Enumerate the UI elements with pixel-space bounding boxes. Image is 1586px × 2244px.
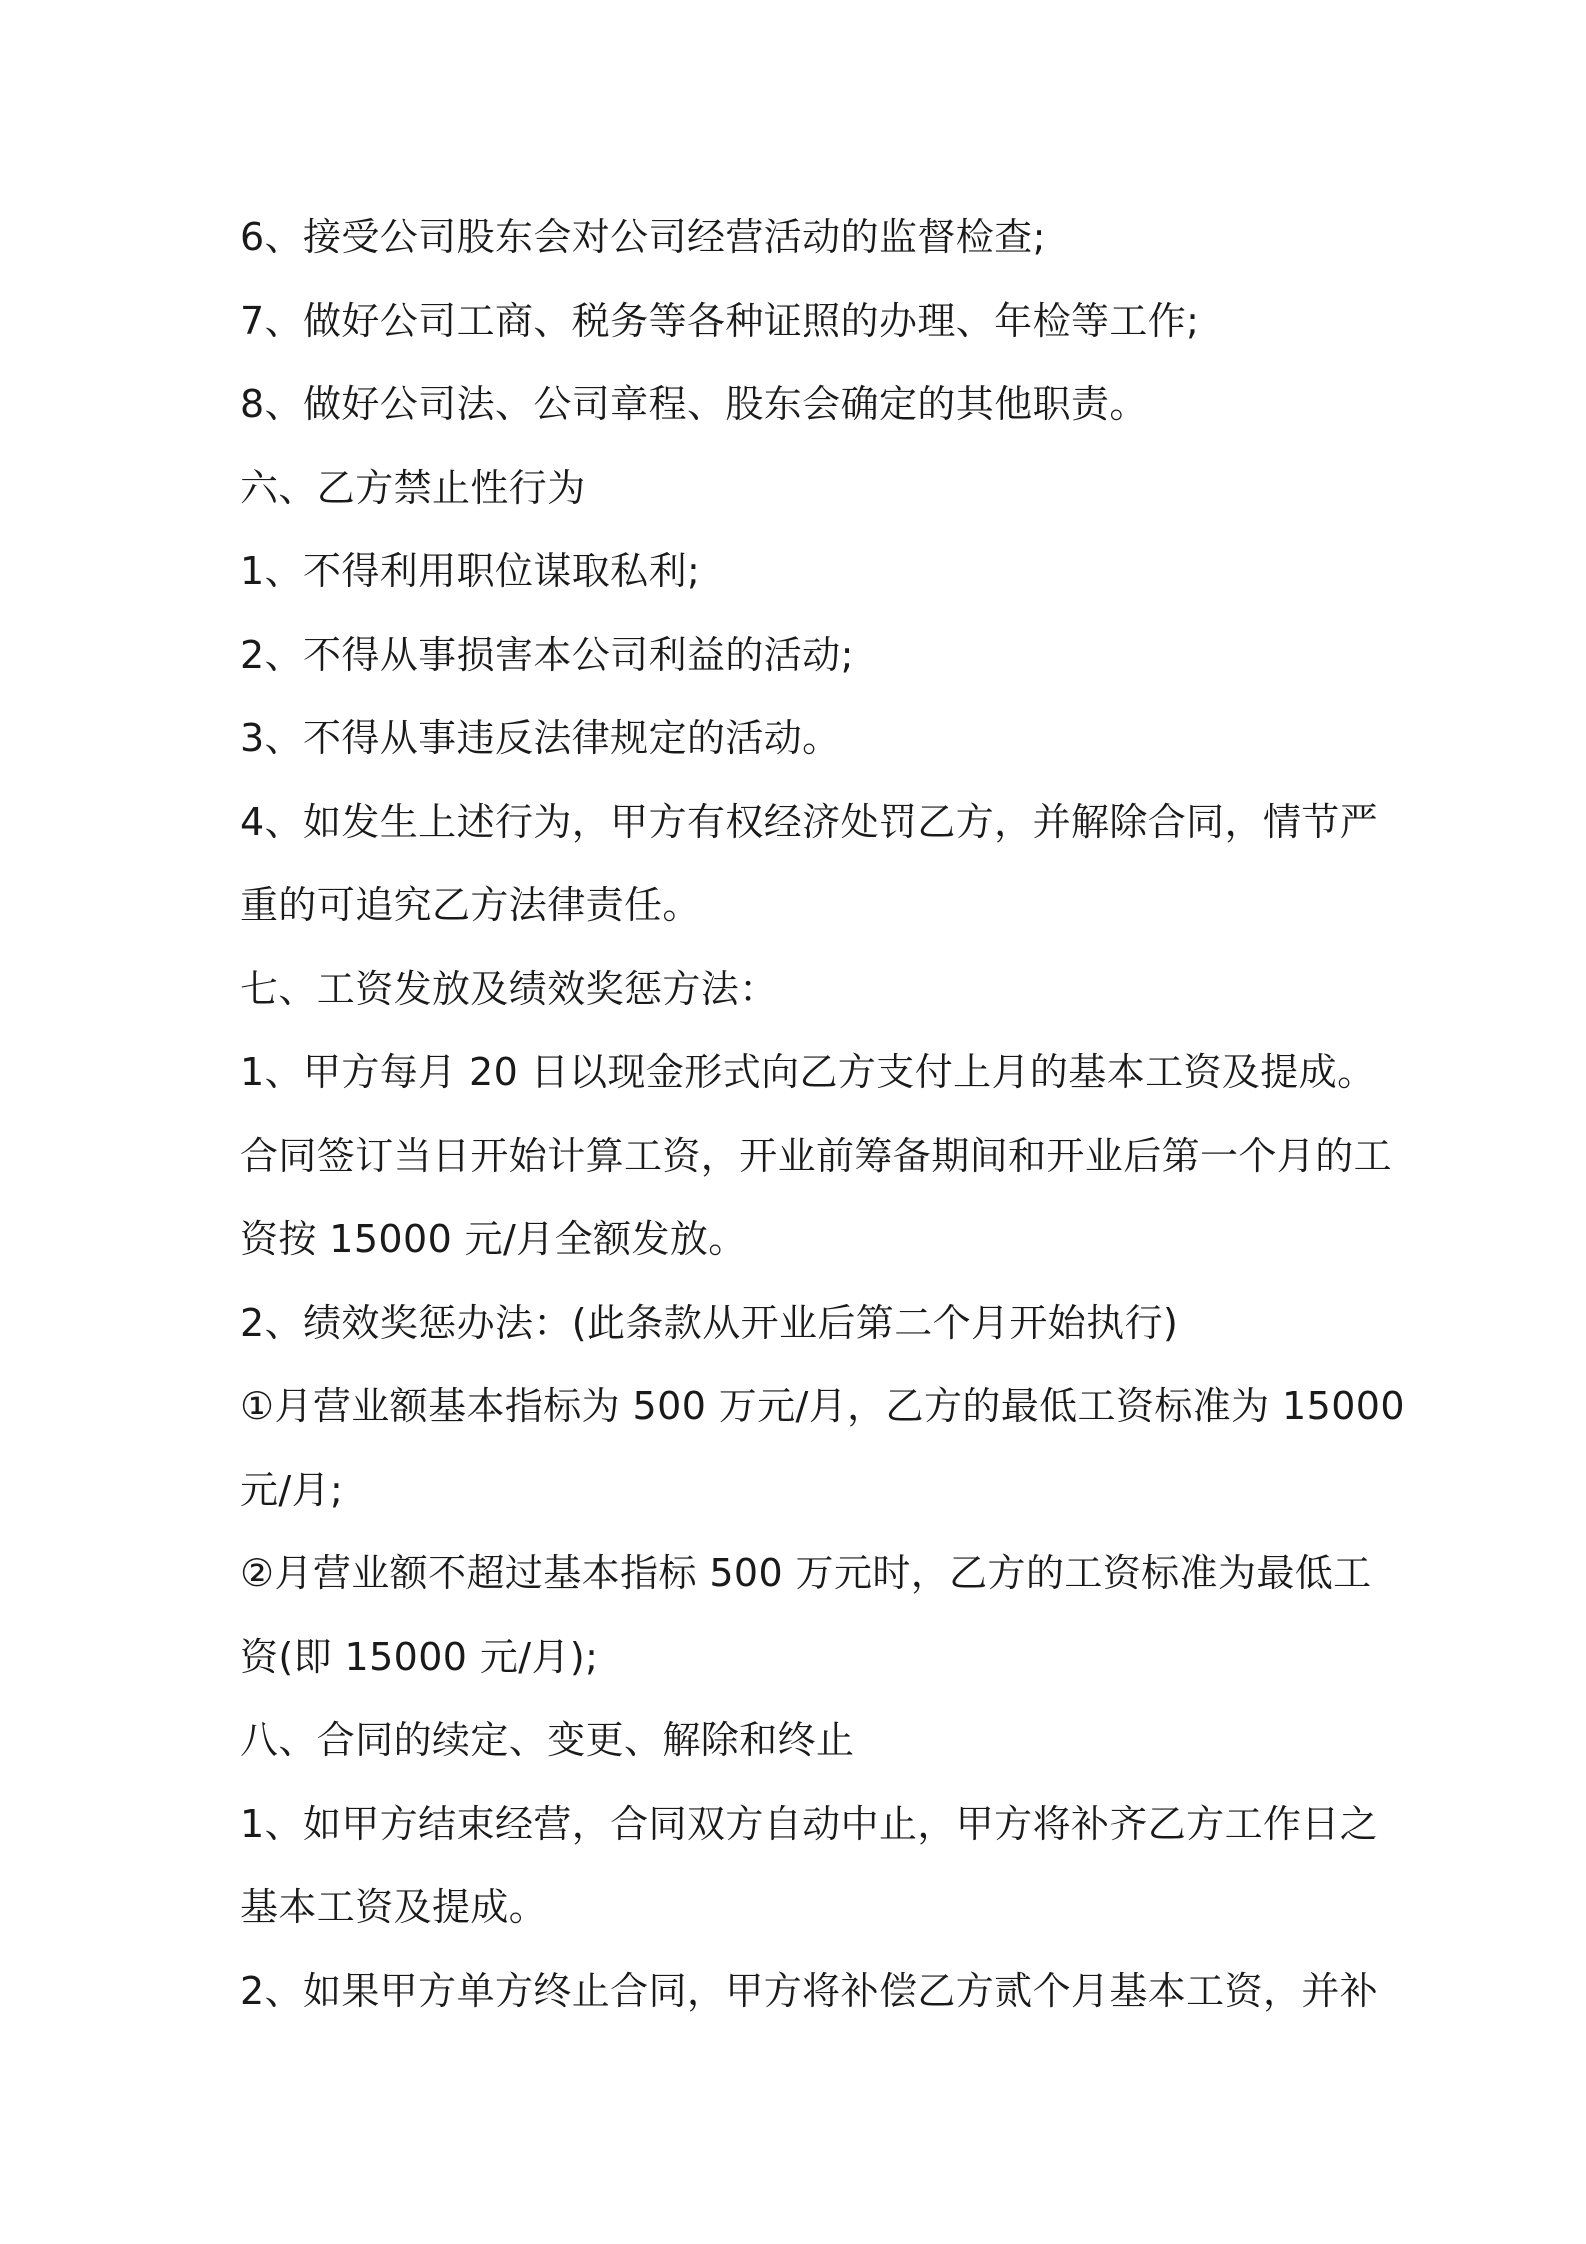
text-line: 8、做好公司法、公司章程、股东会确定的其他职责。 [240, 382, 1148, 426]
text-line: ②月营业额不超过基本指标 500 万元时，乙方的工资标准为最低工 [240, 1551, 1372, 1595]
text-line: 元/月; [240, 1467, 344, 1512]
section-heading: 六、乙方禁止性行为 [240, 465, 586, 510]
text-line: 1、甲方每月 20 日以现金形式向乙方支付上月的基本工资及提成。 [240, 1050, 1376, 1094]
section-heading: 七、工资发放及绩效奖惩方法： [240, 966, 778, 1011]
section-heading: 八、合同的续定、变更、解除和终止 [240, 1718, 855, 1762]
text-line: 4、如发生上述行为，甲方有权经济处罚乙方，并解除合同，情节严 [240, 799, 1379, 844]
text-line: 基本工资及提成。 [240, 1885, 548, 1929]
text-line: 3、不得从事违反法律规定的活动。 [240, 716, 841, 760]
text-line: 资按 15000 元/月全额发放。 [240, 1217, 747, 1261]
text-line: 2、不得从事损害本公司利益的活动; [240, 632, 854, 677]
text-line: 合同签订当日开始计算工资，开业前筹备期间和开业后第一个月的工 [240, 1133, 1393, 1178]
text-line: 2、如果甲方单方终止合同，甲方将补偿乙方贰个月基本工资，并补 [240, 1968, 1379, 2013]
text-line: ①月营业额基本指标为 500 万元/月，乙方的最低工资标准为 15000 [240, 1384, 1405, 1428]
text-line: 2、绩效奖惩办法：(此条款从开业后第二个月开始执行) [240, 1300, 1179, 1345]
text-line: 资(即 15000 元/月); [240, 1634, 599, 1679]
text-line: 重的可追究乙方法律责任。 [240, 883, 701, 927]
text-line: 7、做好公司工商、税务等各种证照的办理、年检等工作; [240, 298, 1200, 343]
text-line: 1、如甲方结束经营，合同双方自动中止，甲方将补齐乙方工作日之 [240, 1801, 1379, 1846]
text-line: 6、接受公司股东会对公司经营活动的监督检查; [240, 215, 1046, 259]
document-body [240, 196, 1405, 2033]
text-line: 1、不得利用职位谋取私利; [240, 549, 701, 593]
